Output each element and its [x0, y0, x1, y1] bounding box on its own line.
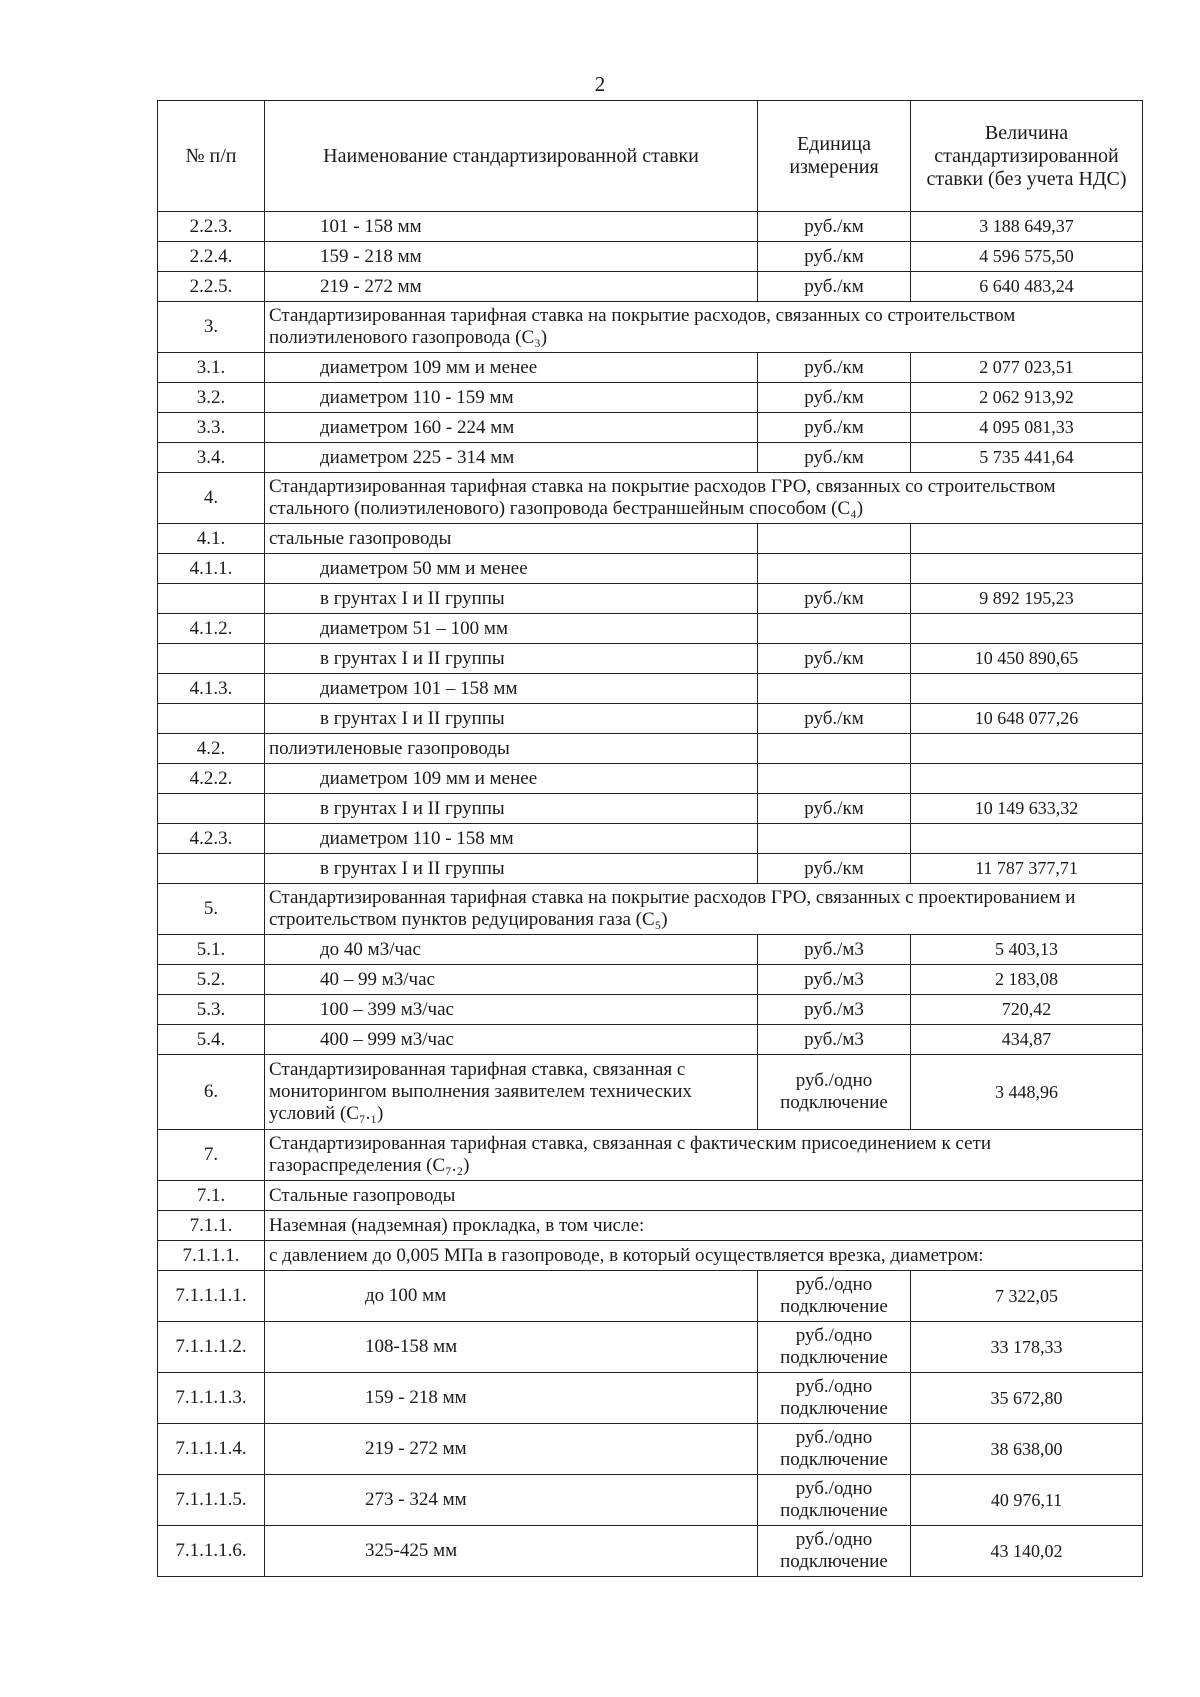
row-name: с давлением до 0,005 МПа в газопроводе, в который осуществляется врезка, диаметром:: [265, 1241, 1143, 1271]
row-value: [911, 824, 1143, 854]
row-name: 40 – 99 м3/час: [265, 965, 758, 995]
row-unit: руб./км: [758, 272, 911, 302]
table-row: [158, 1025, 1143, 1055]
row-value: 7 322,05: [911, 1271, 1143, 1322]
row-unit: руб./одно подключение: [758, 1271, 911, 1322]
row-name: в грунтах I и II группы: [265, 854, 758, 884]
row-number: 4.1.1.: [158, 554, 265, 584]
row-number: 5.3.: [158, 995, 265, 1025]
row-value: [911, 524, 1143, 554]
row-value: [911, 764, 1143, 794]
row-unit: руб./м3: [758, 995, 911, 1025]
table-row: [158, 1526, 1143, 1577]
table-row: [158, 644, 1143, 674]
row-name: 219 - 272 мм: [265, 272, 758, 302]
row-name: 108-158 мм: [265, 1322, 758, 1373]
row-number: [158, 794, 265, 824]
row-unit: [758, 824, 911, 854]
header-rate-value: Величина стандартизированной ставки (без учета НДС): [911, 101, 1143, 212]
row-value: 40 976,11: [911, 1475, 1143, 1526]
row-number: 4.1.2.: [158, 614, 265, 644]
table-row: [158, 674, 1143, 704]
table-header-row: [158, 101, 1143, 212]
row-name: Стандартизированная тарифная ставка на покрытие расходов, связанных со строительством полиэтиленового газопровода (С₃): [265, 302, 1143, 353]
row-value: 11 787 377,71: [911, 854, 1143, 884]
row-name: 219 - 272 мм: [265, 1424, 758, 1475]
row-number: 7.1.1.1.3.: [158, 1373, 265, 1424]
table-row: [158, 794, 1143, 824]
row-name: диаметром 110 - 158 мм: [265, 824, 758, 854]
row-unit: руб./км: [758, 584, 911, 614]
table-row: [158, 824, 1143, 854]
row-number: 7.1.1.1.2.: [158, 1322, 265, 1373]
row-name: диаметром 110 - 159 мм: [265, 383, 758, 413]
row-name: 273 - 324 мм: [265, 1475, 758, 1526]
row-number: 3.1.: [158, 353, 265, 383]
row-number: 2.2.5.: [158, 272, 265, 302]
table-row: [158, 995, 1143, 1025]
header-number: № п/п: [158, 101, 265, 212]
row-name: диаметром 109 мм и менее: [265, 764, 758, 794]
row-name: диаметром 51 – 100 мм: [265, 614, 758, 644]
section-row: [158, 1211, 1143, 1241]
row-number: 4.2.3.: [158, 824, 265, 854]
row-value: 2 062 913,92: [911, 383, 1143, 413]
table-row: [158, 854, 1143, 884]
page-number: 2: [594, 72, 606, 96]
row-name: диаметром 225 - 314 мм: [265, 443, 758, 473]
row-name: полиэтиленовые газопроводы: [265, 734, 758, 764]
row-number: 4.1.: [158, 524, 265, 554]
row-name: в грунтах I и II группы: [265, 644, 758, 674]
header-unit: Единица измерения: [758, 101, 911, 212]
row-name: в грунтах I и II группы: [265, 704, 758, 734]
row-value: 3 448,96: [911, 1055, 1143, 1130]
row-name: диаметром 109 мм и менее: [265, 353, 758, 383]
row-number: [158, 584, 265, 614]
row-value: [911, 734, 1143, 764]
row-value: 6 640 483,24: [911, 272, 1143, 302]
table-row: [158, 212, 1143, 242]
row-unit: руб./одно подключение: [758, 1424, 911, 1475]
row-unit: руб./км: [758, 212, 911, 242]
table-row: [158, 965, 1143, 995]
table-row: [158, 1055, 1143, 1130]
row-number: 2.2.4.: [158, 242, 265, 272]
row-unit: руб./м3: [758, 965, 911, 995]
table-row: [158, 584, 1143, 614]
row-number: 7.1.1.1.4.: [158, 1424, 265, 1475]
row-unit: руб./одно подключение: [758, 1373, 911, 1424]
row-number: 5.4.: [158, 1025, 265, 1055]
row-number: 5.: [158, 884, 265, 935]
row-name: диаметром 50 мм и менее: [265, 554, 758, 584]
row-unit: руб./м3: [758, 935, 911, 965]
row-unit: [758, 524, 911, 554]
section-row: [158, 1130, 1143, 1181]
row-value: 4 095 081,33: [911, 413, 1143, 443]
row-number: 7.1.: [158, 1181, 265, 1211]
row-unit: руб./км: [758, 704, 911, 734]
row-name: до 40 м3/час: [265, 935, 758, 965]
row-name: Стандартизированная тарифная ставка на покрытие расходов ГРО, связанных с проектированием и строительством пунктов редуцирования газа (С₅): [265, 884, 1143, 935]
row-unit: [758, 764, 911, 794]
table-row: [158, 413, 1143, 443]
row-number: 7.1.1.1.1.: [158, 1271, 265, 1322]
row-unit: руб./одно подключение: [758, 1526, 911, 1577]
row-unit: [758, 734, 911, 764]
row-name: 101 - 158 мм: [265, 212, 758, 242]
row-name: стальные газопроводы: [265, 524, 758, 554]
row-unit: руб./км: [758, 383, 911, 413]
row-value: 3 188 649,37: [911, 212, 1143, 242]
row-unit: руб./км: [758, 242, 911, 272]
table-row: [158, 614, 1143, 644]
row-name: диаметром 160 - 224 мм: [265, 413, 758, 443]
row-name: 159 - 218 мм: [265, 1373, 758, 1424]
section-row: [158, 473, 1143, 524]
row-value: [911, 674, 1143, 704]
row-value: 720,42: [911, 995, 1143, 1025]
table-row: [158, 443, 1143, 473]
row-name: диаметром 101 – 158 мм: [265, 674, 758, 704]
section-row: [158, 1181, 1143, 1211]
row-value: 10 450 890,65: [911, 644, 1143, 674]
table-row: [158, 734, 1143, 764]
row-number: [158, 644, 265, 674]
row-number: 4.2.2.: [158, 764, 265, 794]
section-row: [158, 302, 1143, 353]
row-number: 5.1.: [158, 935, 265, 965]
row-number: 6.: [158, 1055, 265, 1130]
row-value: 10 149 633,32: [911, 794, 1143, 824]
row-unit: руб./км: [758, 353, 911, 383]
table-row: [158, 1322, 1143, 1373]
table-row: [158, 1424, 1143, 1475]
row-number: 7.: [158, 1130, 265, 1181]
rates-table: [157, 100, 1143, 1577]
row-value: 434,87: [911, 1025, 1143, 1055]
row-unit: руб./одно подключение: [758, 1322, 911, 1373]
row-value: 5 403,13: [911, 935, 1143, 965]
row-number: 7.1.1.: [158, 1211, 265, 1241]
row-name: Наземная (надземная) прокладка, в том числе:: [265, 1211, 1143, 1241]
row-number: 4.: [158, 473, 265, 524]
table-row: [158, 272, 1143, 302]
row-name: 100 – 399 м3/час: [265, 995, 758, 1025]
row-number: 3.4.: [158, 443, 265, 473]
row-value: 33 178,33: [911, 1322, 1143, 1373]
row-value: 43 140,02: [911, 1526, 1143, 1577]
row-unit: руб./м3: [758, 1025, 911, 1055]
row-unit: руб./одно подключение: [758, 1475, 911, 1526]
row-name: в грунтах I и II группы: [265, 584, 758, 614]
row-unit: руб./одно подключение: [758, 1055, 911, 1130]
row-number: 3.: [158, 302, 265, 353]
section-row: [158, 884, 1143, 935]
row-name: 325-425 мм: [265, 1526, 758, 1577]
table-row: [158, 353, 1143, 383]
row-unit: руб./км: [758, 794, 911, 824]
row-unit: руб./км: [758, 413, 911, 443]
row-value: [911, 614, 1143, 644]
row-value: 2 077 023,51: [911, 353, 1143, 383]
section-row: [158, 1241, 1143, 1271]
row-unit: руб./км: [758, 644, 911, 674]
row-unit: [758, 554, 911, 584]
row-value: 10 648 077,26: [911, 704, 1143, 734]
row-number: 3.2.: [158, 383, 265, 413]
row-number: 3.3.: [158, 413, 265, 443]
table-row: [158, 383, 1143, 413]
row-number: 4.2.: [158, 734, 265, 764]
table-row: [158, 1475, 1143, 1526]
row-value: 5 735 441,64: [911, 443, 1143, 473]
table-row: [158, 704, 1143, 734]
row-number: 5.2.: [158, 965, 265, 995]
table-row: [158, 554, 1143, 584]
row-value: 2 183,08: [911, 965, 1143, 995]
header-rate-name: Наименование стандартизированной ставки: [265, 101, 758, 212]
row-name: Стандартизированная тарифная ставка, связанная с мониторингом выполнения заявителем технических условий (С₇.₁): [265, 1055, 758, 1130]
table-row: [158, 242, 1143, 272]
row-number: [158, 704, 265, 734]
row-number: 4.1.3.: [158, 674, 265, 704]
row-unit: руб./км: [758, 443, 911, 473]
row-unit: руб./км: [758, 854, 911, 884]
row-unit: [758, 614, 911, 644]
row-value: 35 672,80: [911, 1373, 1143, 1424]
row-number: 7.1.1.1.: [158, 1241, 265, 1271]
row-number: 2.2.3.: [158, 212, 265, 242]
row-value: [911, 554, 1143, 584]
row-unit: [758, 674, 911, 704]
row-number: 7.1.1.1.6.: [158, 1526, 265, 1577]
row-value: 38 638,00: [911, 1424, 1143, 1475]
table-row: [158, 524, 1143, 554]
row-name: Стандартизированная тарифная ставка на покрытие расходов ГРО, связанных со строительством стального (полиэтиленового) газопровода бестраншейным способом (С₄): [265, 473, 1143, 524]
row-value: 9 892 195,23: [911, 584, 1143, 614]
row-name: 400 – 999 м3/час: [265, 1025, 758, 1055]
row-number: [158, 854, 265, 884]
row-number: 7.1.1.1.5.: [158, 1475, 265, 1526]
row-name: 159 - 218 мм: [265, 242, 758, 272]
table-row: [158, 935, 1143, 965]
table-row: [158, 1271, 1143, 1322]
table-row: [158, 1373, 1143, 1424]
row-value: 4 596 575,50: [911, 242, 1143, 272]
row-name: Стальные газопроводы: [265, 1181, 1143, 1211]
row-name: в грунтах I и II группы: [265, 794, 758, 824]
table-row: [158, 764, 1143, 794]
row-name: до 100 мм: [265, 1271, 758, 1322]
row-name: Стандартизированная тарифная ставка, связанная с фактическим присоединением к сети газораспределения (С₇.₂): [265, 1130, 1143, 1181]
